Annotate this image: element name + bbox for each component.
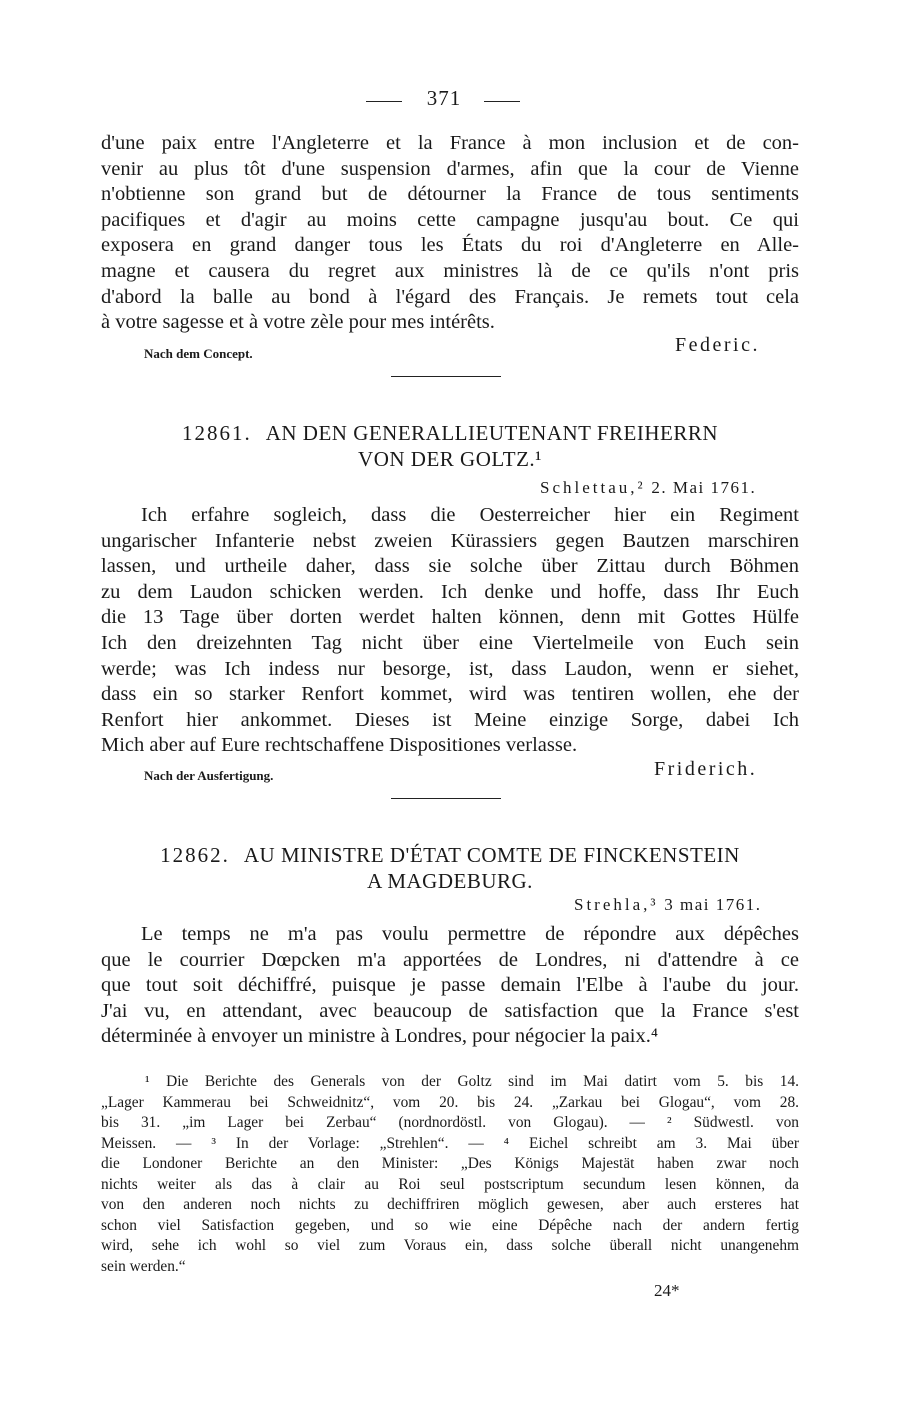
page-header: [0, 86, 900, 116]
text-line: à votre sagesse et à votre zèle pour mes intérêts.: [101, 311, 495, 334]
printer-signature-mark: 24*: [654, 1281, 680, 1300]
text-line: zu dem Laudon schicken werden. Ich denke und hoffe, dass Ihr Euch: [101, 580, 799, 603]
dateline: [540, 478, 756, 498]
letter-recipient: AU MINISTRE D'ÉTAT COMTE DE FINCKENSTEIN: [243, 843, 740, 867]
letter-recipient-line2: VON DER GOLTZ.¹: [358, 447, 542, 471]
letter-number: 12862.: [160, 843, 230, 867]
text-line: die 13 Tage über dorten werdet halten können, denn mit Gottes Hülfe: [101, 606, 799, 629]
signature: Federic.: [675, 334, 760, 356]
footnote-line: wird, sehe ich wohl so viel zum Voraus ein, dass solche überall nicht unangenehm: [101, 1237, 799, 1254]
letter-recipient: AN DEN GENERALLIEUTENANT FREIHERRN: [265, 421, 719, 445]
footnote-line: ¹ Die Berichte des Generals von der Goltz sind im Mai datirt vom 5. bis 14.: [145, 1073, 799, 1090]
text-line: Renfort hier ankommet. Dieses ist Meine einzige Sorge, dabei Ich: [101, 708, 799, 731]
source-note: Nach dem Concept.: [144, 346, 253, 361]
text-line: dass ein so starker Renfort kommet, wird was tentiren wollen, ehe der: [101, 683, 799, 706]
header-dash-right: [484, 101, 520, 102]
footnote-line: bis 31. „im Lager bei Zerbau“ (nordnordöstl. von Glogau). — ² Südwestl. von: [101, 1114, 799, 1131]
text-line: n'obtienne son grand but de détourner la France de tous sentiments: [101, 183, 799, 206]
text-line: déterminée à envoyer un ministre à Londres, pour négocier la paix.⁴: [101, 1025, 659, 1048]
text-line: pacifiques et d'agir au moins cette campagne jusqu'au bout. Ce qui: [101, 208, 799, 231]
text-line: que le courrier Dœpcken m'a apportées de Londres, ni d'attendre à ce: [101, 948, 799, 971]
section-divider: [391, 798, 501, 799]
text-line: venir au plus tôt d'une suspension d'armes, afin que la cour de Vienne: [101, 157, 799, 180]
text-line: exposera en grand danger tous les États du roi d'Angleterre en Alle-: [101, 234, 799, 257]
text-line: d'abord la balle au bond à l'égard des Français. Je remets tout cela: [101, 285, 799, 308]
dateline-place: Strehla,³: [574, 895, 659, 914]
footnote-line: Meissen. — ³ In der Vorlage: „Strehlen“. — ⁴ Eichel schreibt am 3. Mai über: [101, 1134, 799, 1152]
text-line: Ich erfahre sogleich, dass die Oesterreicher hier ein Regiment: [141, 504, 799, 526]
signature: Friderich.: [654, 758, 758, 780]
source-note: Nach der Ausfertigung.: [144, 768, 274, 783]
footnote-line: nichts weiter als das à clair au Roi seul postscriptum secundum lesen können, da: [101, 1175, 799, 1193]
text-line: Le temps ne m'a pas voulu permettre de répondre aux dépêches: [141, 923, 799, 945]
letter-heading-line1: [100, 420, 800, 446]
text-line: que tout soit déchiffré, puisque je passe demain l'Elbe à l'aube du jour.: [101, 974, 799, 997]
letter-heading: [100, 842, 800, 894]
page-number: 371: [426, 86, 462, 110]
letter-body: [101, 503, 799, 759]
header-dash-left: [366, 101, 402, 102]
letter-recipient-line2: A MAGDEBURG.: [367, 869, 533, 893]
text-line: werde; was Ich indess nur besorge, ist, dass Laudon, wenn er siehet,: [101, 657, 799, 680]
letter-heading-line1: [100, 842, 800, 868]
text-line: J'ai vu, en attendant, avec beaucoup de satisfaction que la France s'est: [101, 999, 799, 1022]
text-line: Ich den dreizehnten Tag nicht über eine Viertelmeile von Euch sein: [101, 631, 799, 654]
text-line: d'une paix entre l'Angleterre et la France à mon inclusion et de con-: [101, 132, 799, 154]
letter-body: [101, 922, 799, 1050]
letter-number: 12861.: [181, 421, 252, 445]
continuation-paragraph: [101, 131, 799, 336]
text-line: lassen, und urtheile daher, dass sie solche über Zittau durch Böhmen: [101, 555, 799, 578]
dateline-date: 2. Mai 1761.: [651, 478, 757, 497]
section-divider: [391, 376, 501, 377]
dateline-place: Schlettau,²: [540, 478, 646, 497]
text-line: magne et causera du regret aux ministres là de ce qu'ils n'ont pris: [101, 259, 799, 282]
footnote-line: von den anderen noch nichts zu dechiffriren möglich gewesen, aber auch ersteres hat: [101, 1196, 799, 1213]
footnote-line: sein werden.“: [101, 1257, 186, 1275]
text-line: ungarischer Infanterie nebst zweien Kürassiers gegen Bautzen marschiren: [101, 529, 799, 552]
dateline: [574, 895, 762, 915]
footnote-line: die Londoner Berichte an den Minister: „Des Königs Majestät haben zwar noch: [101, 1155, 799, 1172]
footnotes: [101, 1072, 799, 1277]
text-line: Mich aber auf Eure rechtschaffene Dispositiones verlasse.: [101, 734, 578, 757]
footnote-line: schon viel Satisfaction gegeben, und so wie eine Dépêche nach der andern fertig: [101, 1216, 799, 1234]
letter-heading: [100, 420, 800, 472]
footnote-line: „Lager Kammerau bei Schweidnitz“, vom 20. bis 24. „Zarkau bei Glogau“, vom 28.: [101, 1093, 799, 1111]
dateline-date: 3 mai 1761.: [664, 895, 762, 914]
